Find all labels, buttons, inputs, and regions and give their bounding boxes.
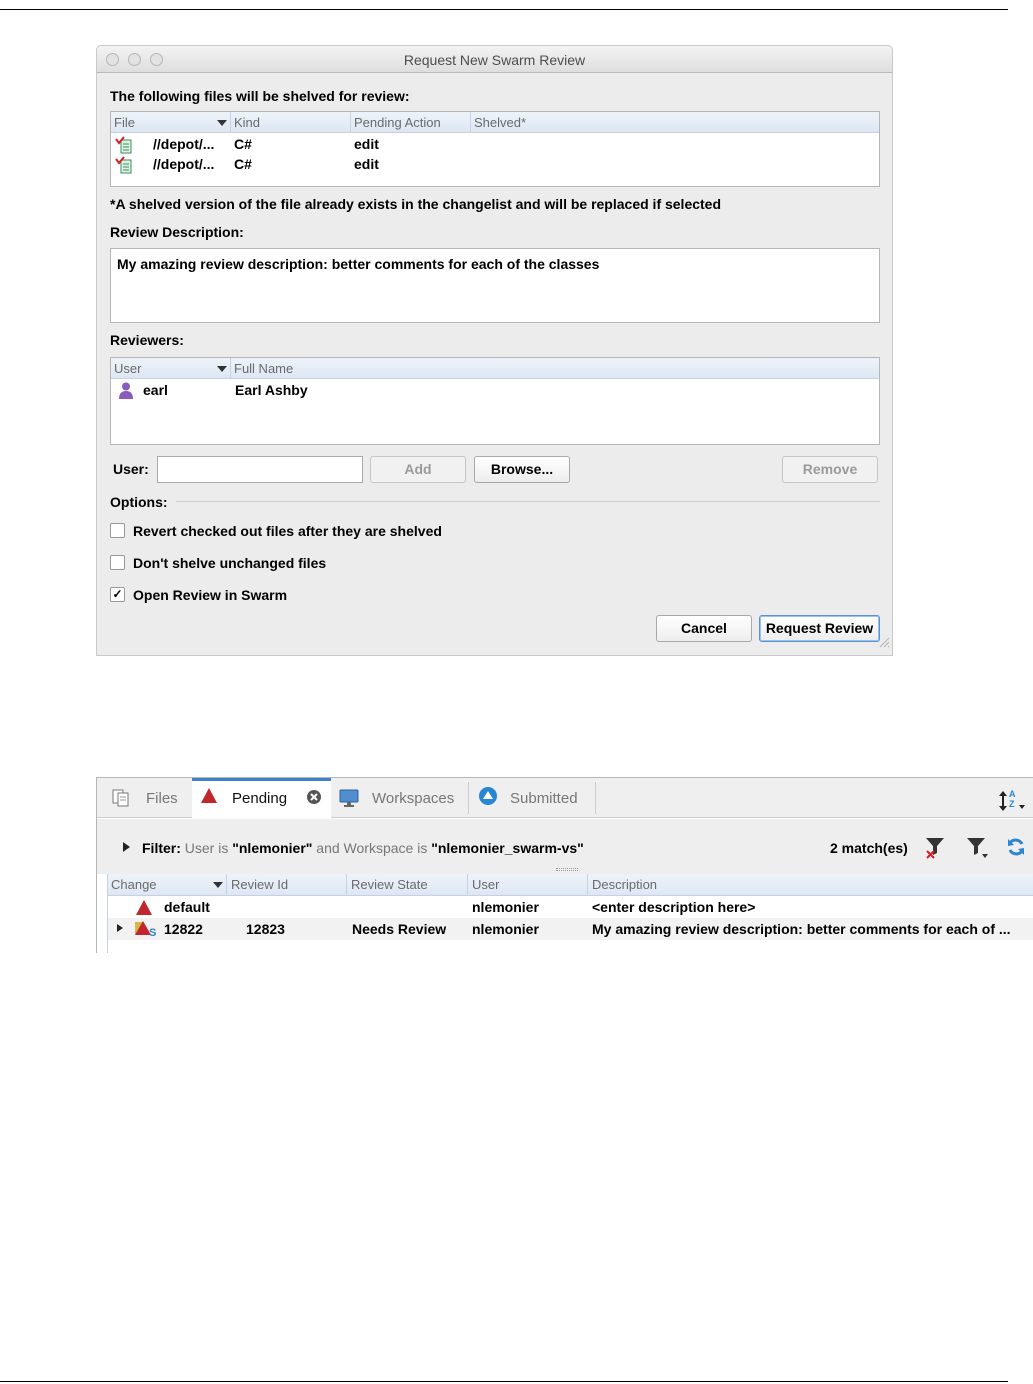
tab-files[interactable] [97,778,189,818]
column-review-id[interactable]: Review Id [231,877,289,892]
page-top-rule [0,9,1008,10]
tab-pending[interactable] [192,778,331,818]
submitted-icon [478,786,498,811]
dialog-title: Request New Swarm Review [403,52,586,68]
remove-button[interactable]: Remove [782,456,878,483]
shelved-note: *A shelved version of the file already exists in the changelist and will be replaced if selected [110,196,722,212]
files-table[interactable] [110,111,880,187]
description-cell: <enter description here> [592,899,756,915]
expand-filter-icon[interactable] [123,842,130,852]
user-icon [119,382,133,404]
resize-grip-icon[interactable] [879,635,890,653]
column-user[interactable]: User [472,877,500,892]
table-row[interactable] [108,896,1033,918]
option-label: Revert checked out files after they are shelved [133,523,442,539]
description-cell: My amazing review description: better comments for each of ... [592,921,1011,937]
column-full-name[interactable]: Full Name [234,361,294,376]
browse-button[interactable]: Browse... [474,456,570,483]
filter-icon[interactable] [966,837,988,864]
change-cell: 12822 [164,921,203,937]
sort-icon[interactable] [999,790,1029,812]
checkbox-checked[interactable]: ✓ [110,587,125,602]
user-cell: nlemonier [472,899,539,915]
match-count: 2 match(es) [830,840,908,856]
column-file[interactable]: File [114,115,135,130]
tab-label: Pending [232,790,288,807]
clear-filter-icon[interactable] [925,837,945,864]
review-id-cell: 12823 [246,921,285,937]
column-pending-action[interactable]: Pending Action [354,115,441,130]
column-shelved[interactable]: Shelved* [474,115,527,130]
filter-user-value: "nlemonier" [232,840,313,856]
column-kind[interactable]: Kind [234,115,261,130]
review-description-text: My amazing review description: better comments for each of the classes [117,256,600,272]
reviewer-row[interactable] [111,380,879,402]
file-path: //depot/... [153,136,215,152]
options-label: Options: [110,494,168,510]
file-path: //depot/... [153,156,215,172]
add-button[interactable]: Add [370,456,466,483]
user-cell: nlemonier [472,921,539,937]
filter-workspace-value: "nlemonier_swarm-vs" [431,840,584,856]
file-kind: C# [234,156,252,172]
dialog-titlebar [97,46,892,73]
column-description[interactable]: Description [592,877,658,892]
filter-summary[interactable]: Filter: User is "nlemonier" and Workspace is "nlemonier_swarm-vs" [142,840,584,856]
close-tab-icon[interactable] [306,789,322,810]
filter-bar [97,819,1033,874]
column-user[interactable]: User [114,361,142,376]
resize-handle[interactable] [556,868,578,871]
file-action: edit [354,156,379,172]
review-state-cell: Needs Review [352,921,447,937]
workspaces-icon [339,789,359,812]
expand-row-icon[interactable] [117,924,123,932]
files-icon [112,789,130,812]
column-change[interactable]: Change [111,877,157,892]
tab-bar [97,778,1033,818]
files-table-header [111,112,879,133]
pending-icon [200,787,218,809]
pending-table-header [108,874,1033,896]
page-bottom-rule [0,1381,1008,1382]
file-action: edit [354,136,379,152]
reviewers-table-header [111,358,879,379]
file-row[interactable] [111,134,879,156]
dropdown-arrow-icon [1019,805,1025,809]
file-row[interactable] [111,156,879,178]
tab-workspaces[interactable] [333,778,467,818]
cancel-button[interactable]: Cancel [656,615,752,642]
pending-changelists-pane [96,777,1033,953]
checkbox[interactable] [110,523,125,538]
request-swarm-review-dialog [96,45,893,656]
sort-down-icon[interactable] [217,366,227,372]
option-label: Don't shelve unchanged files [133,555,327,571]
checkbox[interactable] [110,555,125,570]
sort-glyph-z: Z [1009,799,1015,809]
swarm-badge: S [149,927,157,939]
reviewer-user: earl [143,382,168,398]
change-cell: default [164,899,210,915]
reviewers-label: Reviewers: [110,332,184,348]
table-row[interactable] [108,918,1033,940]
column-review-state[interactable]: Review State [351,877,428,892]
files-heading: The following files will be shelved for review: [110,88,410,104]
file-kind: C# [234,136,252,152]
review-description-label: Review Description: [110,224,244,240]
tab-submitted[interactable] [469,778,595,818]
sort-glyph-a: A [1009,789,1016,799]
sort-down-icon[interactable] [213,882,223,888]
user-input[interactable] [157,456,363,483]
user-label: User: [113,461,149,477]
review-description-field[interactable] [110,248,880,323]
pending-changelists-table[interactable] [107,874,1033,953]
sort-down-icon[interactable] [217,120,227,126]
option-label: Open Review in Swarm [133,587,288,603]
options-divider [176,501,880,502]
reviewers-table[interactable] [110,357,880,445]
tab-label: Files [146,790,178,807]
filter-label: Filter: [142,840,181,856]
swarm-review-changelist-icon [134,920,158,945]
checked-out-file-icon [115,156,133,179]
refresh-icon[interactable] [1006,837,1026,862]
pending-changelist-icon [136,900,152,920]
tab-label: Submitted [510,790,578,807]
tab-label: Workspaces [372,790,455,807]
reviewer-full-name: Earl Ashby [235,382,308,398]
request-review-button[interactable]: Request Review [759,615,880,642]
